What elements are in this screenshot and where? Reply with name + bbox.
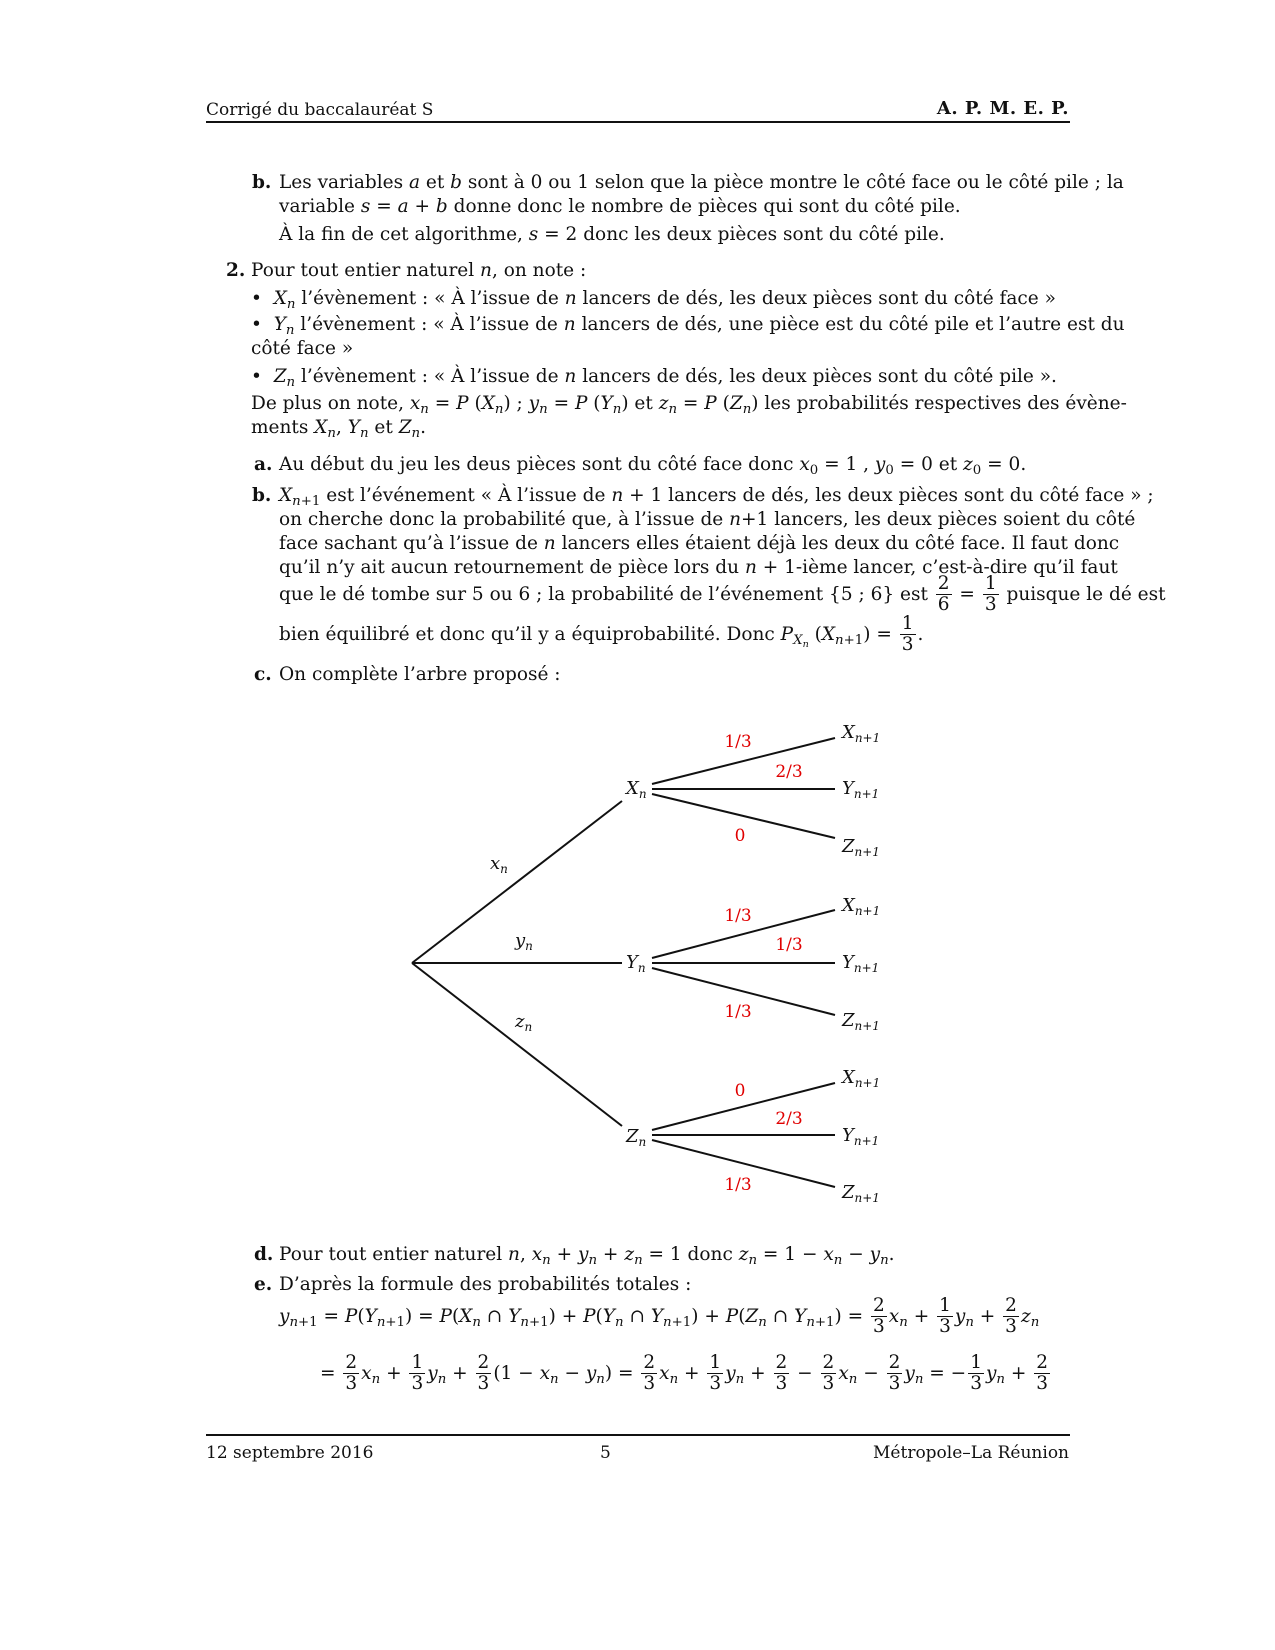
leaf-yn-xn1: $X_{n+1}$ [842, 895, 881, 918]
q2-note1: De plus on note, $x_n = P$ $(X_n)$ ; $y_n = P$ $(Y_n)$ et $z_n = P$ $(Z_n)$ les probabilités respectives des évène- [251, 393, 1127, 417]
weight-yn: $y_n$ [515, 930, 533, 953]
q2-bullet2-cont: côté face » [251, 338, 354, 359]
q2-note2: ments $X_n$, $Y_n$ et $Z_n$. [251, 417, 427, 441]
leaf-xn-yn1: $Y_{n+1}$ [842, 778, 880, 801]
prob-yn-yn1: 1/3 [775, 935, 803, 955]
leaf-xn-zn1: $Z_{n+1}$ [842, 836, 880, 859]
equation-1: $y_{n+1} = P(Y_{n+1}) = P(X_n$ ∩ $Y_{n+1}) + P(Y_n$ ∩ $Y_{n+1}) + P(Z_n$ ∩ $Y_{n+1}$) = $\frac{2}{3}$ $x_n$ + $\frac{1}{3}$ $y_n$ + $\frac{2}{3}$ $z_n$ [279, 1295, 1040, 1338]
q2c-label: c. [254, 664, 272, 685]
q2-bullet2: • $Y_n$ l’évènement : « À l’issue de n lancers de dés, une pièce est du côté pile et l’autre est du [251, 314, 1125, 338]
equation-2: = $\frac{2}{3}$ $x_n$ + $\frac{1}{3}$ $y_n$ + $\frac{2}{3}$ $(1 - x_n - y_n)$ = $\frac{2}{3}$ $x_n$ + $\frac{1}{3}$ $y_n$ + $\frac{2}{3}$ − $\frac{2}{3}$ $x_n$ − $\frac{2}{3}$ $y_n$ = − $\frac{1}{3}$ $y_n$ + $\frac{2}{3}$ [320, 1352, 1049, 1395]
prob-xn-zn1: 0 [734, 826, 746, 846]
leaf-xn-xn1: $X_{n+1}$ [842, 722, 881, 745]
prob-zn-zn1: 1/3 [724, 1175, 752, 1195]
header-title: Corrigé du baccalauréat S [206, 100, 434, 120]
leaf-zn-yn1: $Y_{n+1}$ [842, 1125, 880, 1148]
q1b-label: b. [252, 172, 272, 193]
prob-zn-yn1: 2/3 [775, 1109, 803, 1129]
q1b-line3: À la fin de cet algorithme, s = 2 donc les deux pièces sont du côté pile. [279, 224, 945, 245]
leaf-yn-yn1: $Y_{n+1}$ [842, 952, 880, 975]
q1b-line2: variable s = a + b donne donc le nombre de pièces qui sont du côté pile. [279, 196, 961, 217]
footer-rule [206, 1434, 1070, 1436]
node-yn: $Y_n$ [626, 952, 646, 975]
footer-region: Métropole–La Réunion [873, 1443, 1069, 1463]
q2b-line5: que le dé tombe sur 5 ou 6 ; la probabilité de l’événement {5 ; 6} est $\frac{2}{6}$ = $\frac{1}{3}$ puisque le dé est [279, 573, 1166, 616]
node-xn: $X_n$ [626, 778, 647, 801]
leaf-zn-zn1: $Z_{n+1}$ [842, 1182, 880, 1205]
footer-date: 12 septembre 2016 [206, 1443, 374, 1463]
q2d-label: d. [254, 1244, 274, 1265]
q2b-line3: face sachant qu’à l’issue de n lancers elles étaient déjà les deux du côté face. Il faut donc [279, 533, 1120, 554]
leaf-yn-zn1: $Z_{n+1}$ [842, 1010, 880, 1033]
q2-label: 2. [226, 260, 246, 281]
header-organization: A. P. M. E. P. [936, 98, 1069, 119]
prob-xn-xn1: 1/3 [724, 732, 752, 752]
q2-intro: Pour tout entier naturel n, on note : [251, 260, 587, 281]
prob-yn-xn1: 1/3 [724, 906, 752, 926]
prob-xn-yn1: 2/3 [775, 762, 803, 782]
q2b-line4: qu’il n’y ait aucun retournement de pièce lors du n + 1-ième lancer, c’est-à-dire qu’il faut [279, 557, 1118, 578]
leaf-zn-xn1: $X_{n+1}$ [842, 1067, 881, 1090]
prob-yn-zn1: 1/3 [724, 1002, 752, 1022]
q2e-text: D’après la formule des probabilités totales : [279, 1274, 692, 1295]
q2b-line1: $X_{n+1}$ est l’événement « À l’issue de n + 1 lancers de dés, les deux pièces sont du côté face » ; [279, 485, 1154, 509]
q1b-line1: Les variables a et b sont à 0 ou 1 selon que la pièce montre le côté face ou le côté pile ; la [279, 172, 1124, 193]
q2b-label: b. [252, 485, 272, 506]
q2b-line6: bien équilibré et donc qu’il y a équiprobabilité. Donc $P_{X_n}$ $(X_{n+1})$ = $\frac{1}{3}$ . [279, 613, 924, 656]
branch-root-zn [412, 963, 622, 1126]
q2c-text: On complète l’arbre proposé : [279, 664, 561, 685]
footer-page-number: 5 [600, 1443, 611, 1463]
prob-zn-xn1: 0 [734, 1081, 746, 1101]
q2-bullet1: • $X_n$ l’évènement : « À l’issue de n lancers de dés, les deux pièces sont du côté face » [251, 288, 1056, 312]
q2a-text: Au début du jeu les deus pièces sont du côté face donc $x_0 = 1$ , $y_0 = 0$ et $z_0 = 0$. [279, 454, 1027, 478]
q2b-line2: on cherche donc la probabilité que, à l’issue de n+1 lancers, les deux pièces soient du côté [279, 509, 1136, 530]
q2e-label: e. [254, 1274, 273, 1295]
q2a-label: a. [254, 454, 273, 475]
q2d-text: Pour tout entier naturel n, $x_n + y_n + z_n = 1$ donc $z_n = 1 - x_n - y_n$. [279, 1244, 895, 1268]
weight-zn: $z_n$ [515, 1011, 533, 1034]
weight-xn: $x_n$ [490, 853, 508, 876]
q2-bullet3: • $Z_n$ l’évènement : « À l’issue de n lancers de dés, les deux pièces sont du côté pile ». [251, 366, 1057, 390]
node-zn: $Z_n$ [626, 1126, 647, 1149]
